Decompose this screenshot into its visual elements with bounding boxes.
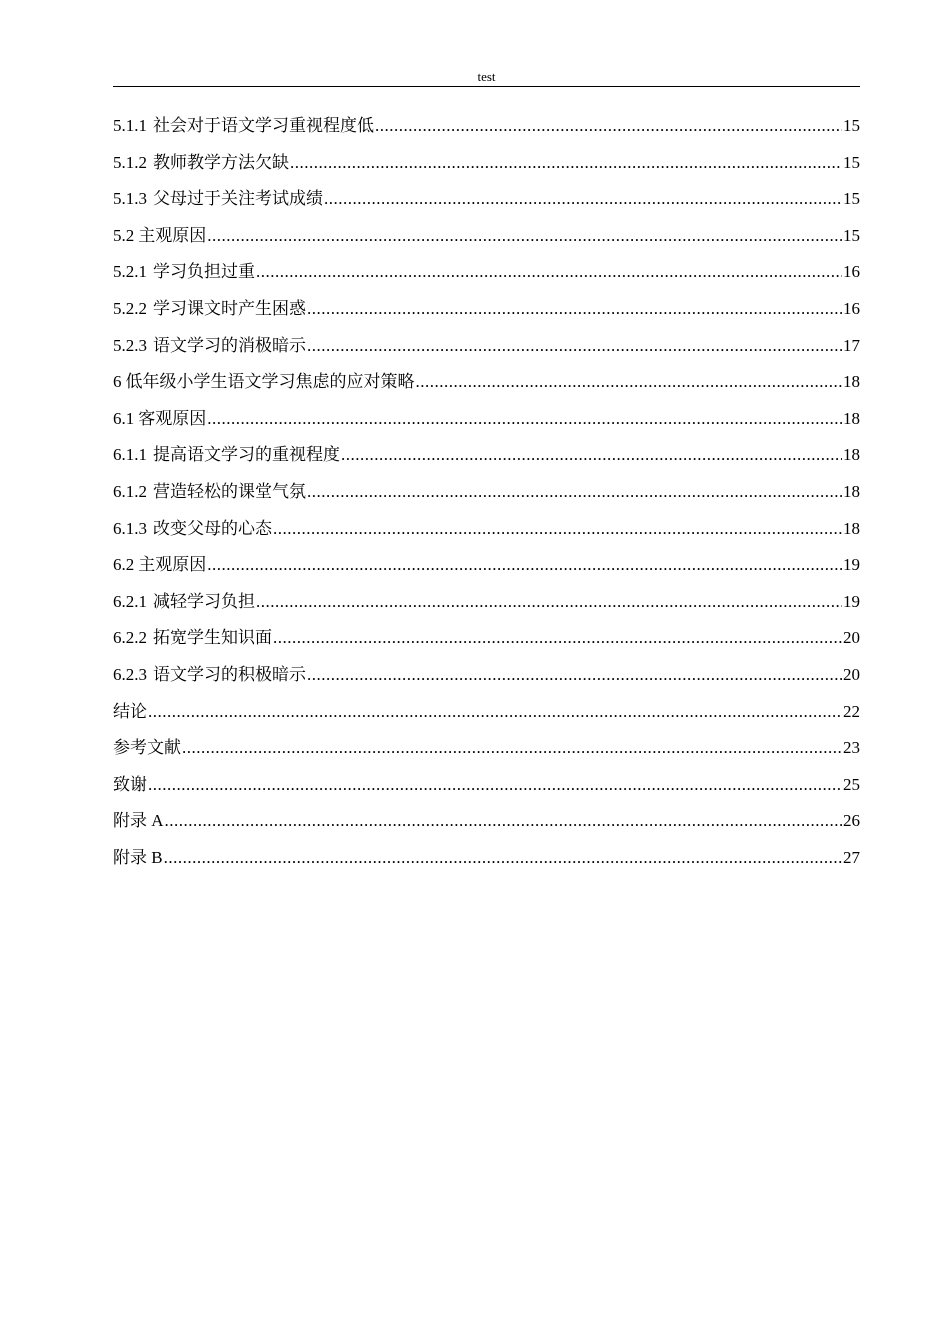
toc-entry[interactable] xyxy=(113,511,860,548)
toc-entry-text xyxy=(113,145,289,182)
toc-entry-text xyxy=(113,401,206,438)
toc-entry-title: 结论 xyxy=(113,701,147,721)
toc-entry[interactable] xyxy=(113,584,860,621)
toc-entry-title: 附录 A xyxy=(113,811,164,831)
toc-entry[interactable] xyxy=(113,437,860,474)
toc-entry[interactable] xyxy=(113,767,860,804)
toc-entry[interactable] xyxy=(113,108,860,145)
toc-entry[interactable] xyxy=(113,620,860,657)
toc-entry-title: 客观原因 xyxy=(138,408,207,428)
toc-dot-leader xyxy=(207,547,842,584)
toc-entry-number: 5.2 xyxy=(113,225,135,245)
toc-entry-text xyxy=(113,584,255,621)
toc-dot-leader xyxy=(148,694,842,731)
toc-entry-title: 参考文献 xyxy=(113,738,181,758)
toc-entry[interactable] xyxy=(113,730,860,767)
toc-entry-number: 6.1.3 xyxy=(113,518,147,538)
toc-entry-title: 主观原因 xyxy=(138,555,207,575)
toc-entry-text xyxy=(113,511,272,548)
toc-entry-number: 6.2.2 xyxy=(113,628,147,648)
toc-entry[interactable] xyxy=(113,547,860,584)
toc-entry-page: 18 xyxy=(843,445,860,465)
toc-entry-title: 语文学习的积极暗示 xyxy=(153,664,306,684)
toc-dot-leader xyxy=(165,803,842,840)
toc-entry-page: 16 xyxy=(843,298,860,318)
toc-dot-leader xyxy=(256,584,842,621)
toc-dot-leader xyxy=(256,254,842,291)
toc-entry-text xyxy=(113,181,323,218)
toc-entry-text xyxy=(113,218,206,255)
toc-entry-page: 15 xyxy=(843,152,860,172)
toc-entry[interactable] xyxy=(113,254,860,291)
toc-entry[interactable] xyxy=(113,364,860,401)
toc-entry-page: 19 xyxy=(843,555,860,575)
toc-dot-leader xyxy=(207,218,842,255)
toc-dot-leader xyxy=(207,401,842,438)
toc-entry-title: 提高语文学习的重视程度 xyxy=(153,445,340,465)
toc-entry-text xyxy=(113,840,163,877)
toc-dot-leader xyxy=(307,474,842,511)
toc-entry-title: 学习负担过重 xyxy=(153,262,255,282)
page-header xyxy=(113,67,860,87)
toc-entry-text xyxy=(113,620,272,657)
toc-dot-leader xyxy=(416,364,843,401)
toc-entry-text xyxy=(113,730,181,767)
toc-entry-number: 6.1 xyxy=(113,408,135,428)
toc-entry-number: 5.1.3 xyxy=(113,189,147,209)
toc-entry[interactable] xyxy=(113,218,860,255)
toc-entry-text xyxy=(113,254,255,291)
toc-dot-leader xyxy=(375,108,842,145)
toc-entry-number: 5.2.2 xyxy=(113,298,147,318)
toc-entry-title: 主观原因 xyxy=(138,225,207,245)
toc-entry-title: 教师教学方法欠缺 xyxy=(153,152,289,172)
toc-entry-title: 学习课文时产生困惑 xyxy=(153,298,306,318)
toc-dot-leader xyxy=(307,291,842,328)
toc-entry-page: 23 xyxy=(843,738,860,758)
toc-entry-title: 拓宽学生知识面 xyxy=(153,628,272,648)
toc-entry[interactable] xyxy=(113,401,860,438)
toc-entry-text xyxy=(113,767,147,804)
toc-entry-number: 5.2.3 xyxy=(113,335,147,355)
toc-entry-number: 6.1.1 xyxy=(113,445,147,465)
toc-dot-leader xyxy=(324,181,842,218)
toc-entry-text xyxy=(113,291,306,328)
toc-entry-number: 6.2 xyxy=(113,555,135,575)
toc-entry-page: 16 xyxy=(843,262,860,282)
toc-entry-text xyxy=(113,657,306,694)
toc-dot-leader xyxy=(307,657,842,694)
toc-entry-text xyxy=(113,328,306,365)
toc-entry[interactable] xyxy=(113,181,860,218)
toc-entry-text xyxy=(113,694,147,731)
toc-entry-text xyxy=(113,547,206,584)
toc-entry-number: 6.1.2 xyxy=(113,481,147,501)
toc-entry[interactable] xyxy=(113,291,860,328)
toc-entry-page: 15 xyxy=(843,116,860,135)
toc-entry-page: 18 xyxy=(843,372,860,392)
toc-entry-page: 25 xyxy=(843,774,860,794)
toc-entry[interactable] xyxy=(113,694,860,731)
toc-entry-number: 6 xyxy=(113,372,122,392)
toc-dot-leader xyxy=(307,328,842,365)
toc-entry[interactable] xyxy=(113,145,860,182)
toc-entry-page: 18 xyxy=(843,481,860,501)
toc-entry-page: 15 xyxy=(843,225,860,245)
toc-entry-title: 减轻学习负担 xyxy=(153,591,255,611)
toc-dot-leader xyxy=(148,767,842,804)
toc-entry-title: 低年级小学生语文学习焦虑的应对策略 xyxy=(125,372,415,392)
toc-entry-page: 20 xyxy=(843,628,860,648)
toc-entry-number: 5.2.1 xyxy=(113,262,147,282)
toc-entry-number: 5.1.2 xyxy=(113,152,147,172)
toc-dot-leader xyxy=(341,437,842,474)
toc-dot-leader xyxy=(164,840,842,877)
toc-entry-page: 18 xyxy=(843,408,860,428)
toc-entry-page: 19 xyxy=(843,591,860,611)
toc-entry-page: 27 xyxy=(843,847,860,867)
toc-entry[interactable] xyxy=(113,657,860,694)
toc-entry-title: 致谢 xyxy=(113,774,147,794)
toc-entry-text xyxy=(113,803,164,840)
toc-entry-text xyxy=(113,108,374,145)
toc-entry-number: 6.2.1 xyxy=(113,591,147,611)
toc-entry-page: 18 xyxy=(843,518,860,538)
toc-entry-page: 20 xyxy=(843,664,860,684)
toc-entry-title: 父母过于关注考试成绩 xyxy=(153,189,323,209)
table-of-contents xyxy=(113,108,860,876)
toc-entry-title: 语文学习的消极暗示 xyxy=(153,335,306,355)
toc-dot-leader xyxy=(182,730,842,767)
toc-entry-number: 6.2.3 xyxy=(113,664,147,684)
page-header-text: test xyxy=(477,69,496,84)
toc-dot-leader xyxy=(273,620,842,657)
toc-entry-page: 17 xyxy=(843,335,860,355)
toc-entry[interactable] xyxy=(113,803,860,840)
toc-entry-number: 5.1.1 xyxy=(113,116,147,135)
toc-entry-text xyxy=(113,437,340,474)
toc-dot-leader xyxy=(273,511,842,548)
toc-entry-text xyxy=(113,364,415,401)
toc-entry[interactable] xyxy=(113,474,860,511)
toc-entry-title: 附录 B xyxy=(113,847,163,867)
toc-entry-page: 15 xyxy=(843,189,860,209)
toc-entry-title: 社会对于语文学习重视程度低 xyxy=(153,116,374,135)
toc-entry-title: 改变父母的心态 xyxy=(153,518,272,538)
toc-entry-page: 26 xyxy=(843,811,860,831)
toc-entry[interactable] xyxy=(113,328,860,365)
toc-entry-text xyxy=(113,474,306,511)
toc-entry[interactable] xyxy=(113,840,860,877)
toc-entry-title: 营造轻松的课堂气氛 xyxy=(153,481,306,501)
toc-entry-page: 22 xyxy=(843,701,860,721)
toc-dot-leader xyxy=(290,145,842,182)
